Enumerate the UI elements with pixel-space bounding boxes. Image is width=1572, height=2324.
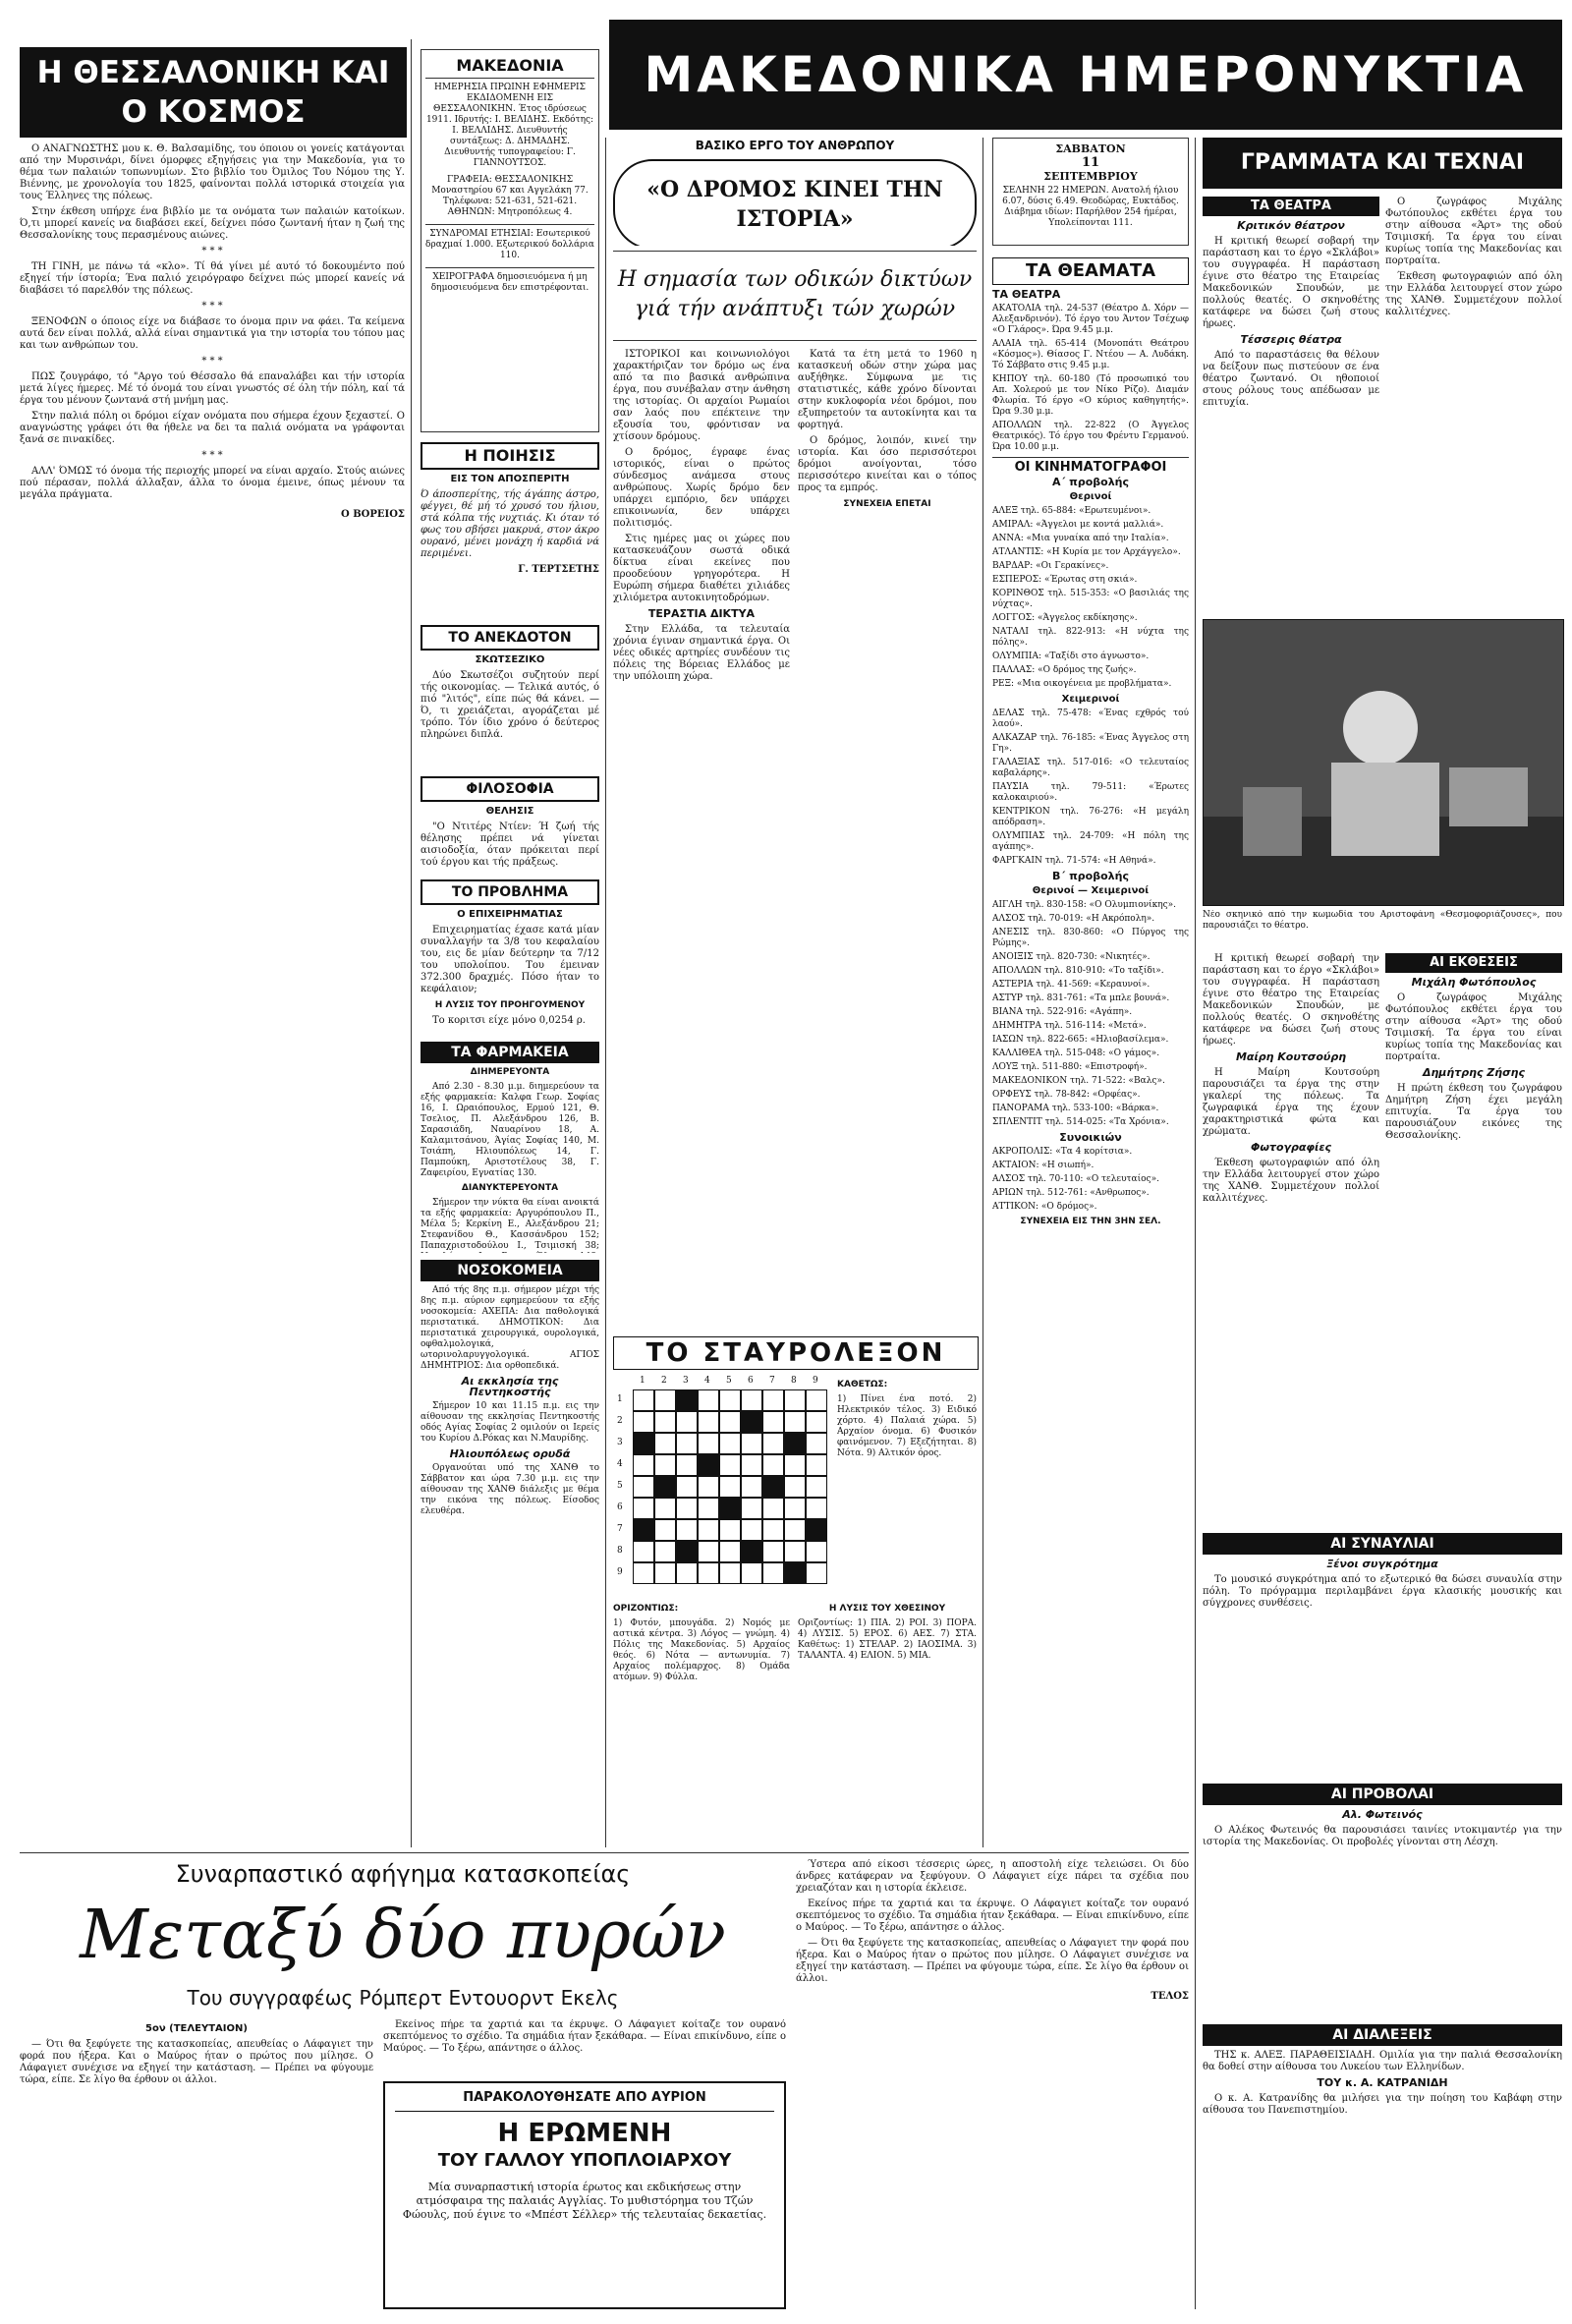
hospitals-section bbox=[421, 1260, 599, 1692]
meet-text: Το μουσικό συγκρότημα από το εξωτερικό θα δώσει συναυλία στην πόλη. Το πρόγραμμα περιλαμβάνει έργα κλασικής μουσικής και σύγχρονες συνθέσεις. bbox=[1203, 1574, 1562, 1609]
crossword-row-number: 9 bbox=[617, 1567, 623, 1577]
crossword-cell[interactable] bbox=[633, 1389, 654, 1411]
crossword-cell[interactable] bbox=[676, 1476, 698, 1498]
crossword-row-number: 4 bbox=[617, 1459, 623, 1469]
crossword-cell[interactable] bbox=[633, 1411, 654, 1433]
letters-proj bbox=[1203, 1784, 1562, 2019]
thessaloniki-header bbox=[20, 47, 407, 138]
paragraph: ΤΗ ΓΙΝΗ, με πάνω τά «κλο». Τί θά γίνει μέ αυτό τό δοκουμέντο πού εξηγεί τήν ίστορία; Ένα παλιό χειρόγραφο δείχνει πώς μπορεί κανείς νά διαβάσει τό παρελθόν της πόλεως. bbox=[20, 261, 405, 296]
crossword-across-label: ΟΡΙΖΟΝΤΙΩΣ: bbox=[613, 1604, 679, 1614]
crossword-cell[interactable] bbox=[698, 1411, 719, 1433]
cinema-listing: ΑΝΝΑ: «Μια γυναίκα από την Ιταλία». bbox=[992, 534, 1169, 543]
cinema-listing: ΟΡΦΕΥΣ τηλ. 78-842: «Ορφέας». bbox=[992, 1090, 1141, 1100]
problem-section bbox=[421, 879, 599, 1037]
letters-title: ΓΡΑΜΜΑΤΑ ΚΑΙ ΤΕΧΝΑΙ bbox=[1240, 150, 1525, 175]
crossword-cell[interactable] bbox=[741, 1454, 762, 1476]
cinema-listing: ΟΛΥΜΠΙΑΣ τηλ. 24-709: «Η πόλη της αγάπης». bbox=[992, 831, 1189, 852]
road-subheadline: Η σημασία των οδικών δικτύων γιά τήν ανάπτυξι τών χωρών bbox=[617, 267, 973, 321]
paragraph: Στην έκθεση υπήρχε ένα βιβλίο με τα ονόματα των παλαιών κατοίκων. Ό,τι μπορεί κανείς να διαβάσει εκεί, δείχνει πόσο ζωντανή ήταν η ζωή της Θεσσαλονίκης τους περασμένους αιώνες. bbox=[20, 206, 405, 241]
crossword-black-cell bbox=[633, 1519, 654, 1541]
cinema-listing: ΑΙΓΛΗ τηλ. 830-158: «Ο Ολυμπιονίκης». bbox=[992, 900, 1177, 910]
crossword-col-number: 5 bbox=[726, 1376, 732, 1386]
crossword-solution-text: Οριζοντίως: 1) ΠΙΑ. 2) ΡΟΙ. 3) ΠΟΡΑ. 4) ΛΥΣΙΣ. 5) ΕΡΟΣ. 6) ΑΕΣ. 7) ΣΤΑ. Καθέτως: 1) ΣΤΕΛΑΡ. 2) ΙΑΟΣΙΜΑ. 3) ΤΑΛΑΝΤΑ. 4) ΕΛΙΟΝ. 5) ΜΙΑ. bbox=[798, 1618, 977, 1661]
paragraph: ΑΛΛ' ΌΜΩΣ τό όνομα τής περιοχής μπορεί να είναι αρχαίο. Στούς αιώνες πού πέρασαν, πολλά άλλαξαν, άλλα το όνομα έμεινε, όπως μένουν τα μεγάλα πράγματα. bbox=[20, 466, 405, 500]
cinema-listing: ΛΟΓΓΟΣ: «Άγγελος εκδίκησης». bbox=[992, 613, 1138, 623]
cinema-listing: ΠΑΝΟΡΑΜΑ τηλ. 533-100: «Βάρκα». bbox=[992, 1104, 1159, 1113]
cinema-title: ΟΙ ΚΙΝΗΜΑΤΟΓΡΑΦΟΙ bbox=[992, 457, 1189, 473]
summer: Θερινοί bbox=[1069, 491, 1112, 502]
serial-col1 bbox=[20, 2019, 373, 2309]
poetry-subtitle: ΕΙΣ ΤΟΝ ΑΠΟΣΠΕΡΙΤΗ bbox=[450, 474, 570, 484]
crossword-black-cell bbox=[654, 1476, 676, 1498]
crossword-black-cell bbox=[741, 1411, 762, 1433]
crossword-col-number: 7 bbox=[769, 1376, 775, 1386]
crossword-black-cell bbox=[676, 1389, 698, 1411]
anecdote-title: ΤΟ ΑΝΕΚΔΟΤΟΝ bbox=[421, 625, 599, 651]
letters-theatre-text: Η κριτική θεωρεί σοβαρή την παράσταση και το έργο «Σκλάβοι» του συγγραφέα. Η παράσταση έγινε στο θέατρο της Εταιρείας Μακεδονικών Σπουδών, με πολλούς θεατές. Ο σκηνοθέτης κατάφερε να δώσει ζωή στους ήρωες. bbox=[1203, 236, 1379, 329]
road-kicker: ΒΑΣΙΚΟ ΕΡΓΟ ΤΟΥ ΑΝΘΡΩΠΟΥ bbox=[695, 139, 895, 152]
letters-maria-text: Η Μαίρη Κουτσούρη παρουσιάζει τα έργα της στην γκαλερί της πόλεως. Τα ζωγραφικά έργα της έχουν χαρακτηριστικά φώτα και χρώματα. bbox=[1203, 1067, 1379, 1137]
crossword-black-cell bbox=[784, 1433, 806, 1454]
photo-caption: Νέο σκηνικό από την κωμωδία του Αριστοφάνη «Θεσμοφοριάζουσες», που παρουσιάζει το θέατρο. bbox=[1203, 910, 1562, 931]
crossword-cell[interactable] bbox=[784, 1454, 806, 1476]
letters-theatre-title: ΤΑ ΘΕΑΤΡΑ bbox=[1203, 197, 1379, 216]
makedonia-logo: ΜΑΚΕΔΟΝΙΑ bbox=[425, 54, 594, 79]
letters-title-box bbox=[1203, 138, 1562, 189]
cinema-listing: ΑΚΡΟΠΟΛΙΣ: «Τα 4 κορίτσια». bbox=[992, 1147, 1133, 1157]
cinema-listing: ΚΑΛΛΙΘΕΑ τηλ. 515-048: «Ο γάμος». bbox=[992, 1049, 1160, 1058]
cinema-listing: ΑΝΟΙΞΙΣ τηλ. 820-730: «Νικητές». bbox=[992, 952, 1151, 962]
cinema-listing: ΑΛΣΟΣ τηλ. 70-019: «Η Ακρόπολη». bbox=[992, 914, 1155, 924]
crossword-cell[interactable] bbox=[654, 1519, 676, 1541]
crossword-cell[interactable] bbox=[676, 1498, 698, 1519]
cinema-listing: ΑΣΤΕΡΙΑ τηλ. 41-569: «Κεραυνοί». bbox=[992, 980, 1151, 990]
winter: Χειμερινοί bbox=[1061, 694, 1120, 705]
crossword-black-cell bbox=[633, 1433, 654, 1454]
serial-text-1: — Ότι θα ξεφύγετε της κατασκοπείας, απευθείας ο Λάφαγιετ την φορά που ήξερα. Και ο Μαύρος ήταν ο πρώτος που μίλησε. Ο Λάφαγιετ συνέχισε να εξηγεί την κατάσταση. — Πρέπει να φύγουμε τώρα, είπε. Σε λίγο θα έρθουν οι άλλοι. bbox=[20, 2039, 373, 2085]
crossword-col-number: 6 bbox=[748, 1376, 754, 1386]
crossword-cell[interactable] bbox=[719, 1519, 741, 1541]
theatre-photo-caption bbox=[1203, 910, 1562, 949]
crossword-row-number: 3 bbox=[617, 1438, 623, 1447]
crossword-cell[interactable] bbox=[741, 1389, 762, 1411]
cinema-listing: ΑΤΛΑΝΤΙΣ: «Η Κυρία με τον Αρχάγγελο». bbox=[992, 547, 1181, 557]
lecture-title: Ηλιουπόλεως ορυδά bbox=[449, 1447, 571, 1460]
poetry-title: Η ΠΟΙΗΣΙΣ bbox=[421, 442, 599, 470]
paragraph: Ο ΑΝΑΓΝΩΣΤΗΣ μου κ. Θ. Βαλσαμίδης, του όποιου οι γονείς κατάγονται από την Μυρσινάρι, δίνει όμορφες εξηγήσεις για την Μακεδονία, για το θέμα των παλαιών τοπωνυμίων. Στο βιβλίο του Όμιλος Του Νόμου της Υ. Βιέννης, με χρονολογία του 1825, φαίνονται πολλά ιστορικά στοιχεία για τους Έλληνες της πόλεως. bbox=[20, 143, 405, 201]
theaters-continued: ΣΥΝΕΧΕΙΑ ΕΙΣ ΤΗΝ 3ΗΝ ΣΕΛ. bbox=[1020, 1217, 1161, 1226]
makedonia-info-box bbox=[421, 49, 599, 432]
letters-col2-top bbox=[1385, 197, 1562, 609]
crossword-cell[interactable] bbox=[698, 1476, 719, 1498]
promo-text: Μία συναρπαστική ιστορία έρωτος και εκδικήσεως στην ατμόσφαιρα της παλαιάς Αγγλίας. Το μυθιστόρημα του Τζών Φώουλς, πού έγινε το «Μπέστ Σέλλερ» τής τελευταίας δεκαετίας. bbox=[402, 2181, 767, 2221]
serial-text-1-cont: — Ότι θα ξεφύγετε της κατασκοπείας, απευθείας ο Λάφαγιετ την φορά που ήξερα. Και ο Μαύρος ήταν ο πρώτος που μίλησε. Ο Λάφαγιετ συνέχισε να εξηγεί την κατάσταση. — Πρέπει να φύγουμε τώρα, είπε. Σε λίγο θα έρθουν οι άλλοι. bbox=[796, 1938, 1189, 1984]
letters-theatre-sub: Κριτικόν θέατρον bbox=[1237, 219, 1345, 232]
crossword-col-number: 9 bbox=[813, 1376, 818, 1386]
zisi-text: Η πρώτη έκθεση του ζωγράφου Δημήτρη Ζήση έχει μεγάλη επιτυχία. Τα έργα του παρουσιάζουν εικόνες της Θεσσαλονίκης. bbox=[1385, 1083, 1562, 1141]
philosophy-title: ΦΙΛΟΣΟΦΙΑ bbox=[421, 776, 599, 802]
poetry-lines: Ό άποσπερίτης, τής άγάπης άστρο, φέγγει, θέ μή τό χρυσό του ήλιου, στά κόλπα τής νυχτιάς. Κι όταν τό φως του σβήσει μακρυά, στον άκρο ουρανό, μένει μονάχη ή καρδιά νά περιμένει. bbox=[421, 489, 599, 559]
crossword-cell[interactable] bbox=[741, 1433, 762, 1454]
letters-col1-bottom bbox=[1203, 953, 1379, 1523]
problem-text: Επιχειρηματίας έχασε κατά μίαν συναλλαγήν τα 3/8 του κεφαλαίου του, εις δε μίαν δεύτερην τα 7/12 του υπολοίπου. Του έμειναν 372.300 δραχμές. Πόσο ήταν το κεφάλαιον; bbox=[421, 925, 599, 994]
problem-answer: Το κοριτσι είχε μόνο 0,0254 ρ. bbox=[432, 1015, 586, 1026]
lecture-sect-text: ΤΗΣ κ. ΑΛΕΞ. ΠΑΡΑΘΕΙΣΙΑΔΗ. Ομιλία για την παλιά Θεσσαλονίκη θα δοθεί στην αίθουσα του Λυκείου των Ελληνίδων. bbox=[1203, 2050, 1562, 2072]
proj-text: Ο Αλέκος Φωτεινός θα παρουσιάσει ταινίες ντοκιμαντέρ για την ιστορία της Μακεδονίας. Οι προβολές γίνονται στη Λέσχη. bbox=[1203, 1825, 1562, 1847]
first-run: Α΄ προβολής bbox=[1051, 476, 1130, 488]
serial-col3 bbox=[796, 1859, 1189, 2309]
cinema-listing: ΑΚΤΑΙΟΝ: «Η σιωπή». bbox=[992, 1161, 1095, 1170]
crossword-cell[interactable] bbox=[806, 1562, 827, 1584]
hospitals-text: Από τής 8ης π.μ. σήμερον μέχρι τής 8ης π.μ. αύριον εφημερεύουν τα εξής νοσοκομεία: ΑΧΕΠΑ: Δια παθολογικά περιστατικά. ΔΗΜΟΤΙΚΟΝ: Δια περιστατικά χειρουργικά, ουρολογικά, οφθαλμολογικά, ωτορινολαρυγγολογικά. ΑΓΙΟΣ ΔΗΜΗΤΡΙΟΣ: Δια ορθοπεδικά. bbox=[421, 1285, 599, 1371]
letters-photo-text: Έκθεση φωτογραφιών από όλη την Ελλάδα λειτουργεί στον χώρο της ΧΑΝΘ. Συμμετέχουν πολλοί καλλιτέχνες. bbox=[1203, 1158, 1379, 1204]
crossword-cell[interactable] bbox=[762, 1411, 784, 1433]
crossword-down-label: ΚΑΘΕΤΩΣ: bbox=[837, 1380, 888, 1389]
serial-text-3: Ύστερα από είκοσι τέσσερις ώρες, η αποστολή είχε τελειώσει. Οι δύο άνδρες κατάφεραν να ξεφύγουν. Ο Λάφαγιετ είχε πάρει τα σχέδια που χρειαζόταν και η ιστορία έκλεισε. bbox=[796, 1859, 1189, 1894]
theatre-photo-image bbox=[1204, 620, 1563, 905]
crossword-cell[interactable] bbox=[741, 1519, 762, 1541]
crossword-cell[interactable] bbox=[676, 1562, 698, 1584]
crossword-cell[interactable] bbox=[784, 1411, 806, 1433]
letters-sub2-text: Από το παραστάσεις θα θέλουν να δείξουν πως πιστεύουν σε ένα θέατρο ζωντανό. Οι ηθοποιοί στους ρόλους τους απέδωσαν με επιτυχία. bbox=[1203, 350, 1379, 408]
meet-sub: Ξένοι συγκρότημα bbox=[1326, 1558, 1438, 1570]
crossword-black-cell bbox=[719, 1498, 741, 1519]
mixed: Θερινοί — Χειμερινοί bbox=[1032, 885, 1150, 896]
crossword-cell[interactable] bbox=[676, 1433, 698, 1454]
cinema-listing: ΔΕΛΑΣ τηλ. 75-478: «Ένας εχθρός τού λαού». bbox=[992, 709, 1189, 729]
anecdote-subtitle: ΣΚΩΤΣΕΖΙΚΟ bbox=[475, 654, 545, 665]
crossword-row-number: 5 bbox=[617, 1481, 623, 1491]
cinema-listing: ΓΑΛΑΞΙΑΣ τηλ. 517-016: «Ο τελευταίος καβαλάρης». bbox=[992, 758, 1189, 778]
paragraph: ΠΩΣ ζουγράφο, τό "Αργο τού Θέσσαλο θά επαναλάβει και τήν ιστορία μετά λίγες ήμερες. Μέ τό όνομά του είναι γνωστός σέ όλη τήν πόλη, καί τά έργα του μένουν ζωντανά στή μνήμη μας. bbox=[20, 371, 405, 406]
theatre-photo bbox=[1203, 619, 1564, 906]
letters-photo-text-top: Έκθεση φωτογραφιών από όλη την Ελλάδα λειτουργεί στον χώρο της ΧΑΝΘ. Συμμετέχουν πολλοί καλλιτέχνες. bbox=[1385, 271, 1562, 317]
cinema-listing: ΑΤΤΙΚΟΝ: «Ο δρόμος». bbox=[992, 1202, 1097, 1212]
crossword-clues bbox=[613, 1600, 790, 1698]
crossword-cell[interactable] bbox=[741, 1562, 762, 1584]
date-month: ΣΕΠΤΕΜΒΡΙΟΥ bbox=[1043, 170, 1138, 183]
neighborhood: Συνοικιών bbox=[1059, 1131, 1122, 1144]
letters-exhib-text-top: Ο ζωγράφος Μιχάλης Φωτόπουλος εκθέτει έργα του στην αίθουσα «Άρτ» της οδού Τσιμισκή. Τα έργα του είναι κυρίως τοπία της Μακεδονίας και πορτραίτα. bbox=[1385, 197, 1562, 266]
crossword-cell[interactable] bbox=[698, 1519, 719, 1541]
anecdote-text: Δύο Σκωτσέζοι συζητούν περί τής οικονομίας. — Τελικά αυτός, ό πιό "λιτός", είπε πώς θά κάνει. — Ό, τι χρειάζεται, αγοράζεται μέ τρόπο. Τόν ίδιο χρόνο ό δεύτερος πληρώνει διπλά. bbox=[421, 670, 599, 740]
exhib-text: Ο ζωγράφος Μιχάλης Φωτόπουλος εκθέτει έργα του στην αίθουσα «Άρτ» της οδού Τσιμισκή. Τα έργα του είναι κυρίως τοπία της Μακεδονίας και πορτραίτα. bbox=[1385, 992, 1562, 1062]
crossword-cell[interactable] bbox=[784, 1519, 806, 1541]
letters-theatre-text-2: Η κριτική θεωρεί σοβαρή την παράσταση και το έργο «Σκλάβοι» του συγγραφέα. Η παράσταση έγινε στο θέατρο της Εταιρείας Μακεδονικών Σπουδών, με πολλούς θεατές. Ο σκηνοθέτης κατάφερε να δώσει ζωή στους ήρωες. bbox=[1203, 953, 1379, 1047]
crossword-cell[interactable] bbox=[784, 1498, 806, 1519]
crossword-cell[interactable] bbox=[633, 1476, 654, 1498]
theater-listing: ΑΠΟΛΛΩΝ τηλ. 22-822 (Ο Άγγελος Θεατρικός). Τό έργο του Φρέντυ Γερμανού. Ώρα 10.00 μ.μ. bbox=[992, 421, 1189, 452]
crossword-cell[interactable] bbox=[762, 1498, 784, 1519]
letters-theatre bbox=[1203, 197, 1379, 609]
date-box bbox=[992, 138, 1189, 246]
crossword-cell[interactable] bbox=[762, 1454, 784, 1476]
paragraph: Ο δρόμος, έγραφε ένας ιστορικός, είναι ο πρώτος σύνδεσμος ανάμεσα στους ανθρώπους. Χωρίς δρόμο δεν υπάρχει εμπόριο, δεν υπάρχει επικοινωνία, δεν υπάρχει πολιτισμός. bbox=[613, 447, 790, 529]
cinema-listing: ΟΛΥΜΠΙΑ: «Ταξίδι στο άγνωστο». bbox=[992, 652, 1150, 661]
promo-line2: ΤΟΥ ΓΑΛΛΟΥ ΥΠΟΠΛΟΙΑΡΧΟΥ bbox=[437, 2150, 732, 2171]
crossword-cell[interactable] bbox=[806, 1541, 827, 1562]
crossword-title: ΤΟ ΣΤΑΥΡΟΛΕΞΟΝ bbox=[613, 1336, 979, 1370]
lecture-text: Οργανούται υπό της ΧΑΝΘ το Σάββατον και ώρα 7.30 μ.μ. εις την αίθουσαν της ΧΑΝΘ διάλεξις με θέμα την εικόνα της πόλεως. Είσοδος ελευθέρα. bbox=[421, 1463, 599, 1516]
letters-photo-title: Φωτογραφίες bbox=[1251, 1141, 1331, 1154]
crossword-cell[interactable] bbox=[654, 1454, 676, 1476]
proj-sub: Αλ. Φωτεινός bbox=[1342, 1808, 1423, 1821]
crossword-grid[interactable] bbox=[615, 1376, 831, 1594]
crossword-cell[interactable] bbox=[633, 1541, 654, 1562]
crossword-row-number: 2 bbox=[617, 1416, 623, 1426]
cinema-listing: ΑΛΚΑΖΑΡ τηλ. 76-185: «Ένας Άγγελος στη Γη». bbox=[992, 733, 1189, 754]
crossword-solution bbox=[798, 1600, 977, 1698]
cinema-listing: ΝΑΤΑΛΙ τηλ. 822-913: «Η νύχτα της πόλης». bbox=[992, 627, 1189, 648]
signature: Ο ΒΟΡΕΙΟΣ bbox=[341, 509, 405, 520]
date-details: ΣΕΛΗΝΗ 22 ΗΜΕΡΩΝ. Ανατολή ήλιου 6.07, δύσις 6.49. Θεοδώρας, Ευκτάδος. Διάβημα ιδίων: Παρήλθον 254 ήμέραι, Υπολείπονται 111. bbox=[1002, 186, 1179, 228]
theaters-section bbox=[992, 257, 1189, 1825]
road-sub2: ΤΕΡΑΣΤΙΑ ΔΙΚΤΥΑ bbox=[647, 607, 756, 620]
proj-title: ΑΙ ΠΡΟΒΟΛΑΙ bbox=[1203, 1784, 1562, 1805]
philosophy-subtitle: ΘΕΛΗΣΙΣ bbox=[485, 806, 534, 817]
cinema-listing: ΑΠΟΛΛΩΝ τηλ. 810-910: «Το ταξίδι». bbox=[992, 966, 1164, 976]
crossword-cell[interactable] bbox=[719, 1389, 741, 1411]
crossword-cell[interactable] bbox=[762, 1389, 784, 1411]
crossword-col-number: 4 bbox=[704, 1376, 710, 1386]
crossword-cell[interactable] bbox=[654, 1389, 676, 1411]
cinema-listing: ΛΟΥΞ τηλ. 511-880: «Επιστροφή». bbox=[992, 1062, 1148, 1072]
paragraph: Στην παλιά πόλη οι δρόμοι είχαν ονόματα που σήμερα έχουν ξεχαστεί. Ο αναγνώστης γράφει ότι θα ήθελε να δει τα παλιά ονόματα να γράφονται ξανά σε πινακίδες. bbox=[20, 411, 405, 445]
cinema-listing: ΒΑΡΔΑΡ: «Οι Γερακίνες». bbox=[992, 561, 1109, 571]
serial-author: Του συγγραφέως Ρόμπερτ Εντουορντ Εκελς bbox=[187, 1986, 619, 2010]
pharmacies-night-label: ΔΙΑΝΥΚΤΕΡΕΥΟΝΤΑ bbox=[461, 1183, 559, 1193]
crossword-cell[interactable] bbox=[719, 1411, 741, 1433]
kat-text: Ο κ. Α. Κατρανίδης θα μιλήσει για την ποίηση του Καβάφη στην αίθουσα του Πανεπιστημίου. bbox=[1203, 2093, 1562, 2116]
cinema-listing: ΜΑΚΕΔΟΝΙΚΟΝ τηλ. 71-522: «Βαλς». bbox=[992, 1076, 1165, 1086]
masthead bbox=[609, 20, 1562, 130]
paragraph: Στην Ελλάδα, τα τελευταία χρόνια έγιναν σημαντικά έργα. Οι νέες οδικές αρτηρίες συνδέουν τις πόλεις της Βόρειας Ελλάδος με την υπόλοιπη χώρα. bbox=[613, 624, 790, 682]
cinema-listing: ΠΑΥΣΙΑ τηλ. 79-511: «Έρωτες καλοκαιριού». bbox=[992, 782, 1189, 803]
crossword-cell[interactable] bbox=[698, 1541, 719, 1562]
crossword-across-text: 1) Φυτόν, μπουγάδα. 2) Νομός με αστικά κέντρα. 3) Λόγος — γνώμη. 4) Πόλις της Μακεδονίας. 5) Αρχαίος θεός. 6) Νότα — αντωνυμία. 7) Αρχαίος πολέμαρχος. 8) Ομάδα ατόμων. 9) Φύλλα. bbox=[613, 1618, 790, 1682]
pharmacies-text: Από 2.30 - 8.30 μ.μ. διημερεύουν τα εξής φαρμακεία: Καλφα Γεωρ. Σοφίας 16, Ι. Ωραιόπουλος, Ερμού 121, Θ. Τσελιος, Π. Αλεξάνδρου 126, Β. Σαρασιάδη, Ναυαρίνου 18, Α. Καλαμιτσάνου, Άγίας Σοφίας 140, Μ. Τσιάπη, Ηλιουπόλεως 14, Γ. Παμπούκη, Αριστοτέλους 38, Γ. Ζαφειρίου, Εγνατίας 130. bbox=[421, 1082, 599, 1178]
masthead-title: ΜΑΚΕΔΟΝΙΚΑ ΗΜΕΡΟΝΥΚΤΙΑ bbox=[644, 46, 1528, 103]
problem-subtitle: Ο ΕΠΙΧΕΙΡΗΜΑΤΙΑΣ bbox=[457, 909, 563, 920]
road-headline: «Ο ΔΡΟΜΟΣ ΚΙΝΕΙ ΤΗΝ ΙΣΤΟΡΙΑ» bbox=[613, 159, 977, 246]
anecdote-section bbox=[421, 625, 599, 772]
crossword-solution-label: Η ΛΥΣΙΣ ΤΟΥ ΧΘΕΣΙΝΟΥ bbox=[828, 1604, 946, 1614]
promo-box bbox=[383, 2081, 786, 2309]
crossword-cell[interactable] bbox=[762, 1433, 784, 1454]
crossword-black-cell bbox=[762, 1476, 784, 1498]
letters-lecture bbox=[1203, 2024, 1562, 2309]
cinema-listing: ΣΠΛΕΝΤΙΤ τηλ. 514-025: «Τα Χρόνια». bbox=[992, 1117, 1169, 1127]
makedonia-subs: ΣΥΝΔΡΟΜΑΙ ΕΤΗΣΙΑΙ: Εσωτερικού δραχμαί 1.000. Εξωτερικού δολλάρια 110. bbox=[425, 224, 594, 261]
date-day: ΣΑΒΒΑΤΟΝ bbox=[1055, 142, 1126, 155]
crossword-row-number: 7 bbox=[617, 1524, 623, 1534]
crossword-cell[interactable] bbox=[806, 1476, 827, 1498]
crossword-col-number: 1 bbox=[640, 1376, 646, 1386]
thessaloniki-title: Η ΘΕΣΣΑΛΟΝΙΚΗ ΚΑΙ Ο ΚΟΣΜΟΣ bbox=[36, 55, 390, 130]
problem-answer-label: Η ΛΥΣΙΣ ΤΟΥ ΠΡΟΗΓΟΥΜΕΝΟΥ bbox=[434, 1000, 586, 1010]
second-run: Β΄ προβολής bbox=[1052, 870, 1129, 882]
crossword-across bbox=[837, 1376, 977, 1592]
crossword-row-number: 1 bbox=[617, 1394, 623, 1404]
crossword-cell[interactable] bbox=[806, 1454, 827, 1476]
cinema-listing: ΑΛΣΟΣ τηλ. 70-110: «Ο τελευταίος». bbox=[992, 1174, 1159, 1184]
crossword-cell[interactable] bbox=[762, 1541, 784, 1562]
serial-text-2-cont: Εκείνος πήρε τα χαρτιά και τα έκρυψε. Ο Λάφαγιετ κοίταζε τον ουρανό σκεπτόμενος το σχέδιο. Τα σημάδια ήταν ξεκάθαρα. — Είναι επικίνδυνο, είπε ο Μαύρος. — Το ξέρω, απάντησε ο άλλος. bbox=[796, 1899, 1189, 1933]
theater-listing: ΑΚΑΤΟΛΙΑ τηλ. 24-537 (Θέατρο Δ. Χόρν — Αλεξανδρινόν). Τό έργο του Άντον Τσέχωφ «Ο Γλάρος». Ώρα 9.45 μ.μ. bbox=[992, 304, 1189, 335]
crossword-cell[interactable] bbox=[806, 1411, 827, 1433]
crossword-black-cell bbox=[676, 1541, 698, 1562]
crossword-cell[interactable] bbox=[784, 1541, 806, 1562]
exhib-title: ΑΙ ΕΚΘΕΣΕΙΣ bbox=[1385, 953, 1562, 973]
crossword-cell[interactable] bbox=[762, 1562, 784, 1584]
makedonia-offices: ΓΡΑΦΕΙΑ: ΘΕΣΣΑΛΟΝΙΚΗΣ Μοναστηρίου 67 και Αγγελάκη 77. Τηλέφωνα: 521-631, 521-621. ΑΘΗΝΩΝ: Μητροπόλεως 4. bbox=[431, 175, 589, 217]
cinema-listing: ΑΡΙΩΝ τηλ. 512-761: «Ανθρωπος». bbox=[992, 1188, 1150, 1198]
crossword-cell[interactable] bbox=[806, 1498, 827, 1519]
meet-title: ΑΙ ΣΥΝΑΥΛΙΑΙ bbox=[1203, 1533, 1562, 1555]
crossword-black-cell bbox=[806, 1519, 827, 1541]
road-article-col1 bbox=[613, 349, 790, 1322]
crossword-cell[interactable] bbox=[698, 1433, 719, 1454]
crossword-cell[interactable] bbox=[806, 1389, 827, 1411]
road-article-col2 bbox=[798, 349, 977, 1322]
problem-title: ΤΟ ΠΡΟΒΛΗΜΑ bbox=[421, 879, 599, 905]
crossword-cell[interactable] bbox=[719, 1562, 741, 1584]
crossword-black-cell bbox=[698, 1454, 719, 1476]
cinema-listing: ΑΣΤΥΡ τηλ. 831-761: «Τα μπλε βουνά». bbox=[992, 993, 1170, 1003]
theaters-title: ΤΑ ΘΕΑΜΑΤΑ bbox=[992, 257, 1189, 285]
cinema-listing: ΒΙΑΝΑ τηλ. 522-916: «Αγάπη». bbox=[992, 1007, 1133, 1017]
crossword-cell[interactable] bbox=[698, 1498, 719, 1519]
cinema-listing: ΠΑΛΛΑΣ: «Ο δρόμος της ζωής». bbox=[992, 665, 1137, 675]
crossword-cell[interactable] bbox=[676, 1411, 698, 1433]
paragraph: Ο δρόμος, λοιπόν, κινεί την ιστορία. Και όσο περισσότεροι δρόμοι ανοίγονται, τόσο περισσότερο κινείται και ο τόπος προς τα εμπρός. bbox=[798, 435, 977, 493]
cinema-listing: ΙΑΣΩΝ τηλ. 822-665: «Ηλιοβασίλεμα». bbox=[992, 1035, 1169, 1045]
crossword-black-cell bbox=[741, 1541, 762, 1562]
road-subheadline-box bbox=[613, 251, 977, 341]
crossword-cell[interactable] bbox=[741, 1476, 762, 1498]
crossword-cell[interactable] bbox=[719, 1476, 741, 1498]
crossword-cell[interactable] bbox=[784, 1476, 806, 1498]
poetry-section bbox=[421, 442, 599, 619]
crossword-cell[interactable] bbox=[654, 1498, 676, 1519]
crossword-row-number: 8 bbox=[617, 1546, 623, 1556]
serial-episode: 5ον (ΤΕΛΕΥΤΑΙΟΝ) bbox=[145, 2023, 248, 2034]
letters-meet bbox=[1203, 1533, 1562, 1779]
paragraph: ΙΣΤΟΡΙΚΟΙ και κοινωνιολόγοι χαρακτήριζαν τον δρόμο ως ένα από τα πιο βασικά ανθρώπινα έργα, που συνέβαλαν στην άνθηση της ιστορίας. Οι αρχαίοι Ρωμαίοι σαν λαός που επέκτεινε την εξουσία του, φρόντισαν να χτίσουν δρόμους. bbox=[613, 349, 790, 442]
crossword-cell[interactable] bbox=[719, 1433, 741, 1454]
crossword-row-number: 6 bbox=[617, 1502, 623, 1512]
philosophy-text: "Ο Ντιτέρς Ντίεν: Ή ζωή τής θέλησης πρέπει νά γίνεται αισιοδοξία, όταν πρόκειται περί τού έργου και τής πράξεως. bbox=[421, 822, 599, 868]
lecture-sect-title: ΑΙ ΔΙΑΛΕΞΕΙΣ bbox=[1203, 2024, 1562, 2046]
theaters-subtitle: ΤΑ ΘΕΑΤΡΑ bbox=[992, 288, 1061, 301]
crossword-cell[interactable] bbox=[762, 1519, 784, 1541]
crossword-cell[interactable] bbox=[698, 1562, 719, 1584]
crossword-cell[interactable] bbox=[654, 1411, 676, 1433]
theater-listing: ΚΗΠΟΥ τηλ. 60-180 (Τό προσωπικό του Απ. Χολερού με τον Νίκο Ρίζο). Διαμάν Φλωρία. Τό έργο «Ο κύριος καθηγητής». Ώρα 9.30 μ.μ. bbox=[992, 374, 1189, 417]
pharmacies-subtitle: ΔΙΗΜΕΡΕΥΟΝΤΑ bbox=[470, 1067, 550, 1077]
crossword-col-number: 2 bbox=[661, 1376, 667, 1386]
crossword-cell[interactable] bbox=[784, 1389, 806, 1411]
church-title: Αι εκκλησία της Πεντηκοστής bbox=[461, 1375, 559, 1398]
serial-title: Μεταξύ δύο πυρών bbox=[80, 1897, 726, 1974]
road-continued: ΣΥΝΕΧΕΙΑ ΕΠΕΤΑΙ bbox=[843, 499, 931, 509]
kat-title: ΤΟΥ κ. Α. ΚΑΤΡΑΝΙΔΗ bbox=[1317, 2076, 1448, 2089]
crossword-col-number: 8 bbox=[791, 1376, 797, 1386]
cinema-listing: ΑΛΕΞ τηλ. 65-884: «Ερωτευμένοι». bbox=[992, 506, 1151, 516]
cinema-listing: ΑΜΙΡΑΛ: «Άγγελοι με κοντά μαλλιά». bbox=[992, 520, 1164, 530]
cinema-listing: ΑΝΕΣΙΣ τηλ. 830-860: «Ο Πύργος της Ρώμης». bbox=[992, 928, 1189, 948]
crossword-cell[interactable] bbox=[633, 1498, 654, 1519]
serial-col2 bbox=[383, 2019, 786, 2078]
paragraph: Κατά τα έτη μετά το 1960 η κατασκευή οδών στην χώρα μας αυξήθηκε. Σύμφωνα με τις στατιστικές, κάθε χρόνο δίνονται στην κυκλοφορία νέοι δρόμοι, που εξυπηρετούν τα αυτοκίνητα και τα φορτηγά. bbox=[798, 349, 977, 430]
cinema-listing: ΚΕΝΤΡΙΚΟΝ τηλ. 76-276: «Η μεγάλη απόδραση». bbox=[992, 807, 1189, 827]
crossword-col-number: 3 bbox=[683, 1376, 689, 1386]
zisi-title: Δημήτρης Ζήσης bbox=[1422, 1066, 1526, 1079]
crossword-cell[interactable] bbox=[676, 1454, 698, 1476]
serial-kicker: Συναρπαστικό αφήγημα κατασκοπείας bbox=[175, 1860, 631, 1888]
letters-col2-bottom bbox=[1385, 953, 1562, 1523]
crossword-cell[interactable] bbox=[719, 1541, 741, 1562]
crossword-down: 1) Πίνει ένα ποτό. 2) Ηλεκτρικόν τέλος. 3) Ειδικό χόρτο. 4) Παλαιά χώρα. 5) Αρχαίον όνομα. 6) Φυσικόν φαινόμενον. 7) Εξεζήτηται. 8) Νότα. 9) Αλτικόν όρος. bbox=[837, 1394, 977, 1458]
crossword-cell[interactable] bbox=[654, 1562, 676, 1584]
cinema-listing: ΦΑΡΓΚΑΙΝ τηλ. 71-574: «Η Αθηνά». bbox=[992, 856, 1156, 866]
pharmacies-night: Σήμερον την νύκτα θα είναι ανοικτά τα εξής φαρμακεία: Αργυρόπουλου Π., Μέλα 5; Κερκίνη Ε., Αλεξάνδρου 21; Στεφανίδου Θ., Κασσάνδρου 152; Παπαχριστοδούλου Ι., Τσιμισκή 38; bbox=[421, 1198, 599, 1251]
exhib-sub: Μιχάλη Φωτόπουλος bbox=[1411, 976, 1537, 989]
crossword-black-cell bbox=[784, 1562, 806, 1584]
paragraph: Στις ημέρες μας οι χώρες που κατασκευάζουν σωστά οδικά δίκτυα είναι εκείνες που προοδεύουν γρηγορότερα. Η Ευρώπη σήμερα διαθέτει χιλιάδες χιλιόμετρα αυτοκινητοδρόμων. bbox=[613, 534, 790, 603]
promo-line1: Η ΕΡΩΜΕΝΗ bbox=[497, 2119, 672, 2148]
cinema-listing: ΔΗΜΗΤΡΑ τηλ. 516-114: «Μετά». bbox=[992, 1021, 1147, 1031]
road-article-header bbox=[613, 138, 977, 246]
poetry-author: Γ. ΤΕΡΤΣΕΤΗΣ bbox=[518, 564, 599, 575]
philosophy-section bbox=[421, 776, 599, 875]
crossword-cell[interactable] bbox=[806, 1433, 827, 1454]
crossword-cell[interactable] bbox=[654, 1433, 676, 1454]
serial-text-2: Εκείνος πήρε τα χαρτιά και τα έκρυψε. Ο Λάφαγιετ κοίταζε τον ουρανό σκεπτόμενος το σχέδιο. Τα σημάδια ήταν ξεκάθαρα. — Είναι επικίνδυνο, είπε ο Μαύρος. — Το ξέρω, απάντησε ο άλλος. bbox=[383, 2019, 786, 2054]
hospitals-title: ΝΟΣΟΚΟΜΕΙΑ bbox=[421, 1260, 599, 1281]
cinema-listing: ΚΟΡΙΝΘΟΣ τηλ. 515-353: «Ο βασιλιάς της νύχτας». bbox=[992, 589, 1189, 609]
cinema-listing: ΡΕΞ: «Μια οικογένεια με προβλήματα». bbox=[992, 679, 1172, 689]
makedonia-manuscripts: ΧΕΙΡΟΓΡΑΦΑ δημοσιευόμενα ή μη δημοσιευόμενα δεν επιστρέφονται. bbox=[425, 267, 594, 294]
crossword-cell[interactable] bbox=[654, 1541, 676, 1562]
crossword-cell[interactable] bbox=[741, 1498, 762, 1519]
letters-sub2: Τέσσερις θέατρα bbox=[1240, 333, 1342, 346]
thessaloniki-article: Ο ΑΝΑΓΝΩΣΤΗΣ μου κ. Θ. Βαλσαμίδης, του όποιου οι γονείς κατάγονται από την Μυρσινάρι, δίνει όμορφες εξηγήσεις για την Μακεδονία, για το θέμα των παλαιών τοπωνυμίων. Στο βιβλίο του Όμιλος Του Νόμου της Υ. Βιέννης, με χρονολογία του 1825, φαίνονται πολλά ιστορικά στοιχεία για τους Έλληνες της πόλεως. Στην έκθεση υπήρχε ένα βιβλίο με τα ονόματα των παλαιών κατοίκων. Ό,τι μπορεί κανείς να διαβάσει εκεί, δείχνει πόσο ζωντανή ήταν η ζωή της Θεσσαλονίκης τους περασμένους αιώνες. * * * ΤΗ ΓΙΝΗ, με πάνω τά «κλο». Τί θά γίνει μέ αυτό τό δοκουμέντο πού εξηγεί τήν ίστορία; Ένα παλιό χειρόγραφο δείχνει πώς μπορεί κανείς νά διαβάσει τό παρελθόν της πόλεως. * * * ΞΕΝΟΦΩΝ ο όποιος είχε να διάβασε το όνομα πριν να φάει. Τα κείμενα αυτά δεν είναι πολλά, αλλά είναι σημαντικά για την ιστορία του τόπου μας και των ανθρώπων του. * * * ΠΩΣ ζουγράφο, τό "Αργο τού Θέσσαλο θά επαναλάβει και τήν ιστορία μετά λίγες ήμερες. Μέ τό όνομά του είναι γνωστός σέ όλη τήν πόλη, καί τά έργα του μένουν ζωντανά στή μνήμη μας. Στην παλιά πόλη οι δρόμοι είχαν ονόματα που σήμερα έχουν ξεχαστεί. Ο αναγνώστης γράφει ότι θα ήθελε να δει τα παλιά ονόματα να γράφονται ξανά σε πινακίδες. * * * ΑΛΛ' ΌΜΩΣ τό όνομα τής περιοχής μπορεί να είναι αρχαίο. Στούς αιώνες πού πέρασαν, πολλά άλλαξαν, άλλα το όνομα έμεινε, όπως μένουν τα μεγάλα πράγματα. Ο ΒΟΡΕΙΟΣ bbox=[20, 143, 405, 520]
theater-listing: ΑΛΑΙΑ τηλ. 65-414 (Μονοπάτι Θεάτρου «Κόσμος»). Θίασος Γ. Ντέου — Α. Λυδάκη. Τό Σάββατο στις 9.45 μ.μ. bbox=[992, 339, 1189, 370]
promo-kicker: ΠΑΡΑΚΟΛΟΥΘΗΣΑΤΕ ΑΠΟ ΑΥΡΙΟΝ bbox=[395, 2089, 774, 2112]
pharmacies-section bbox=[421, 1042, 599, 1253]
church-text: Σήμερον 10 και 11.15 π.μ. εις την αίθουσαν της εκκλησίας Πεντηκοστής οδός Αγίας Σοφίας 2 ομιλούν οι Ιερείς του Κυρίου Δ.Ρόκας και Ν.Μαυρίδης. bbox=[421, 1401, 599, 1444]
makedonia-text: ΗΜΕΡΗΣΙΑ ΠΡΩΙΝΗ ΕΦΗΜΕΡΙΣ ΕΚΔΙΔΟΜΕΝΗ ΕΙΣ ΘΕΣΣΑΛΟΝΙΚΗΝ. Έτος ιδρύσεως 1911. Ιδρυτής: Ι. ΒΕΛΙΔΗΣ. Εκδότης: Ι. ΒΕΛΛΙΔΗΣ. Διευθυντής συντάξεως: Δ. ΔΗΜΑΔΗΣ. Διευθυντής τυπογραφείου: Γ. ΓΙΑΝΝΟΥΤΣΟΣ. bbox=[425, 83, 594, 168]
crossword-cell[interactable] bbox=[676, 1519, 698, 1541]
crossword-cell[interactable] bbox=[719, 1454, 741, 1476]
date-number: 11 bbox=[1081, 155, 1100, 170]
cinema-listing: ΕΣΠΕΡΟΣ: «Έρωτας στη σκιά». bbox=[992, 575, 1138, 585]
pharmacies-title: ΤΑ ΦΑΡΜΑΚΕΙΑ bbox=[421, 1042, 599, 1063]
serial-end: ΤΕΛΟΣ bbox=[1151, 1991, 1189, 2002]
letters-maria-title: Μαίρη Κουτσούρη bbox=[1235, 1050, 1347, 1063]
paragraph: ΞΕΝΟΦΩΝ ο όποιος είχε να διάβασε το όνομα πριν να φάει. Τα κείμενα αυτά δεν είναι πολλά, αλλά είναι σημαντικά για την ιστορία του τόπου μας και των ανθρώπων του. bbox=[20, 316, 405, 351]
crossword-cell[interactable] bbox=[698, 1389, 719, 1411]
crossword-cell[interactable] bbox=[633, 1562, 654, 1584]
crossword-cell[interactable] bbox=[633, 1454, 654, 1476]
